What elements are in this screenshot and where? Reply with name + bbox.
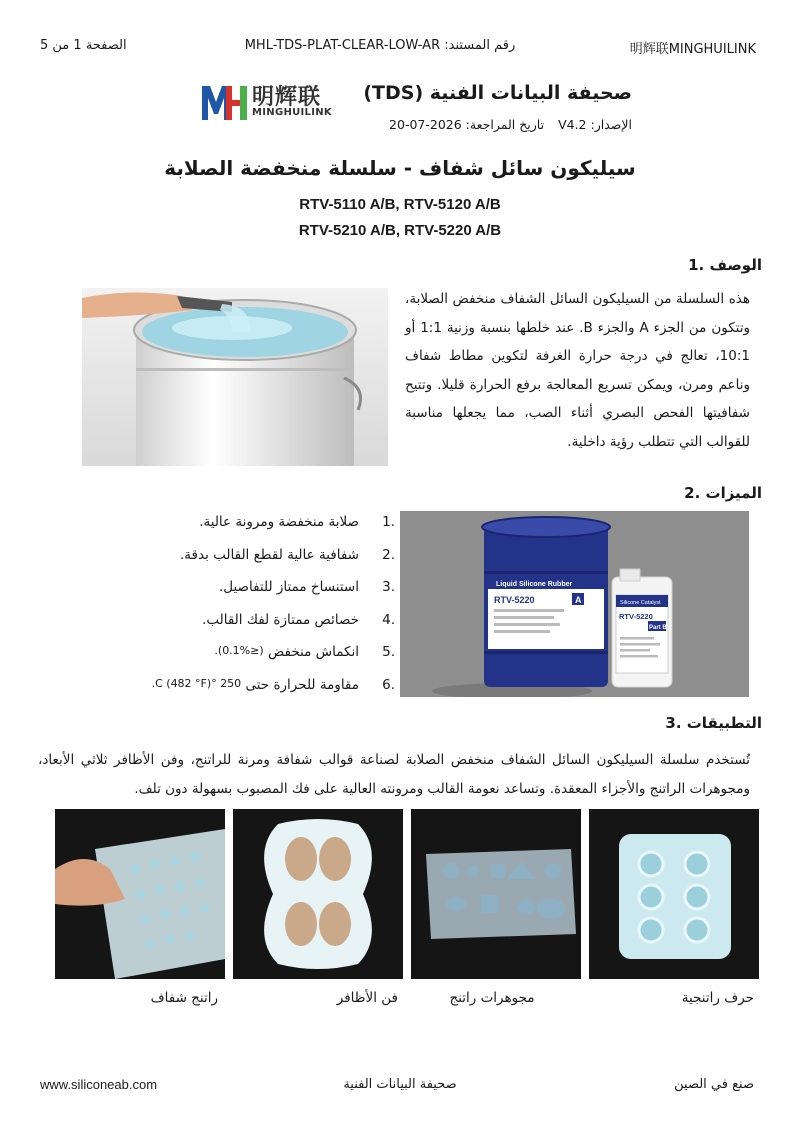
applications-paragraph: تُستخدم سلسلة السيليكون السائل الشفاف منخفض الصلابة لصناعة قوالب شفافة ومرنة للراتنج، وفن الأظافر ثلاثي الأبعاد، ومجوهرات الراتنج والأجزاء المعقدة. وتساعد نعومة القالب ومرونته العالية على فك المصبوب بسهولة دون تلف. <box>38 752 750 797</box>
bottle-brand-label: Silicone Catalyst <box>620 600 661 606</box>
gallery-caption-1: حرف راتنجية <box>681 990 754 1006</box>
feature-extra: 250 °C (482 °F). <box>151 676 242 690</box>
feature-text: صلابة منخفضة ومرونة عالية. <box>199 514 359 530</box>
feature-number: .1 <box>382 514 395 530</box>
logo-text-chinese: 明辉联 <box>252 85 322 110</box>
feature-text: شفافية عالية لقطع القالب بدقة. <box>180 546 359 563</box>
feature-text: انكماش منخفض <box>267 644 359 660</box>
feature-number: .2 <box>382 546 395 563</box>
bottle-part-label: Part B <box>649 625 667 631</box>
bottle-model-label: RTV-5220 <box>619 612 653 621</box>
gallery-photo-clear-resin <box>55 809 225 979</box>
pail-part-label: A <box>575 595 582 605</box>
feature-extra: (≤0.1%). <box>214 644 264 657</box>
header-page-number: الصفحة 1 من 5 <box>40 38 127 53</box>
header-brand: 明辉联MINGHUILINK <box>629 42 756 57</box>
list-item <box>65 677 395 710</box>
list-item <box>65 514 395 547</box>
logo-mark-icon <box>200 80 250 124</box>
gallery-caption-4: راتنج شفاف <box>150 990 218 1006</box>
feature-text: استنساخ ممتاز للتفاصيل. <box>218 579 359 595</box>
description-photo <box>82 288 388 466</box>
feature-number: .3 <box>382 579 395 595</box>
gallery-photo-nail-art <box>233 809 403 979</box>
gallery-photo-resin-jewelry <box>411 809 581 979</box>
list-item <box>65 579 395 612</box>
product-title: سيليكون سائل شفاف - سلسلة منخفضة الصلابة <box>164 156 636 180</box>
footer-document-name: صحيفة البيانات الفنية <box>343 1077 457 1092</box>
feature-text: خصائص ممتازة لفك القالب. <box>202 611 359 628</box>
feature-text: مقاومة للحرارة حتى <box>245 676 359 693</box>
product-models-line-1: RTV-5110 A/B, RTV-5120 A/B <box>299 196 501 213</box>
footer-origin: صنع في الصين <box>674 1077 754 1092</box>
description-paragraph: هذه السلسلة من السيليكون السائل الشفاف منخفض الصلابة، وتتكون من الجزء A والجزء B. عند خلطها بنسبة وزنية 1:1 أو 10:1، تعالج في درجة حرارة الغرفة لتكوين مطاط شفاف وناعم ومرن، ويمكن تسريع المعالجة برفع الحرارة قليلا. وتتيح شفافيتها الفحص البصري أثناء الصب، مما يجعلها مناسبة للقوالب التي تتطلب رؤية داخلية. <box>405 291 751 450</box>
feature-number: .5 <box>382 644 395 660</box>
gallery-photo-resin-crafts <box>589 809 759 979</box>
document-title: صحيفة البيانات الفنية (TDS) <box>363 82 632 104</box>
list-item <box>65 612 395 645</box>
company-logo <box>200 80 340 124</box>
product-models-line-2: RTV-5210 A/B, RTV-5220 A/B <box>298 222 502 239</box>
gallery-caption-2: مجوهرات راتنج <box>449 990 535 1006</box>
features-list <box>65 514 395 709</box>
footer-website-link[interactable]: www.siliconeab.com <box>40 1077 158 1092</box>
document-revision-date: تاريخ المراجعة: 2026-07-20 <box>389 117 545 132</box>
feature-number: .6 <box>382 676 395 693</box>
section-heading-applications: التطبيقات .3 <box>665 714 762 732</box>
logo-text-english: MINGHUILINK <box>252 107 332 118</box>
list-item <box>65 547 395 580</box>
pail-model-label: RTV-5220 <box>494 595 535 605</box>
header-doc-number: رقم المستند: MHL-TDS-PLAT-CLEAR-LOW-AR <box>244 38 516 53</box>
section-heading-features: الميزات .2 <box>684 484 762 502</box>
list-item <box>65 644 395 677</box>
feature-number: .4 <box>382 611 395 628</box>
section-heading-description: الوصف .1 <box>688 256 762 274</box>
document-meta <box>375 117 632 132</box>
gallery-caption-3: فن الأظافر <box>336 990 398 1006</box>
pail-brand-label: Liquid Silicone Rubber <box>496 581 573 588</box>
document-version: الإصدار: V4.2 <box>558 117 632 132</box>
product-photo <box>400 511 749 697</box>
